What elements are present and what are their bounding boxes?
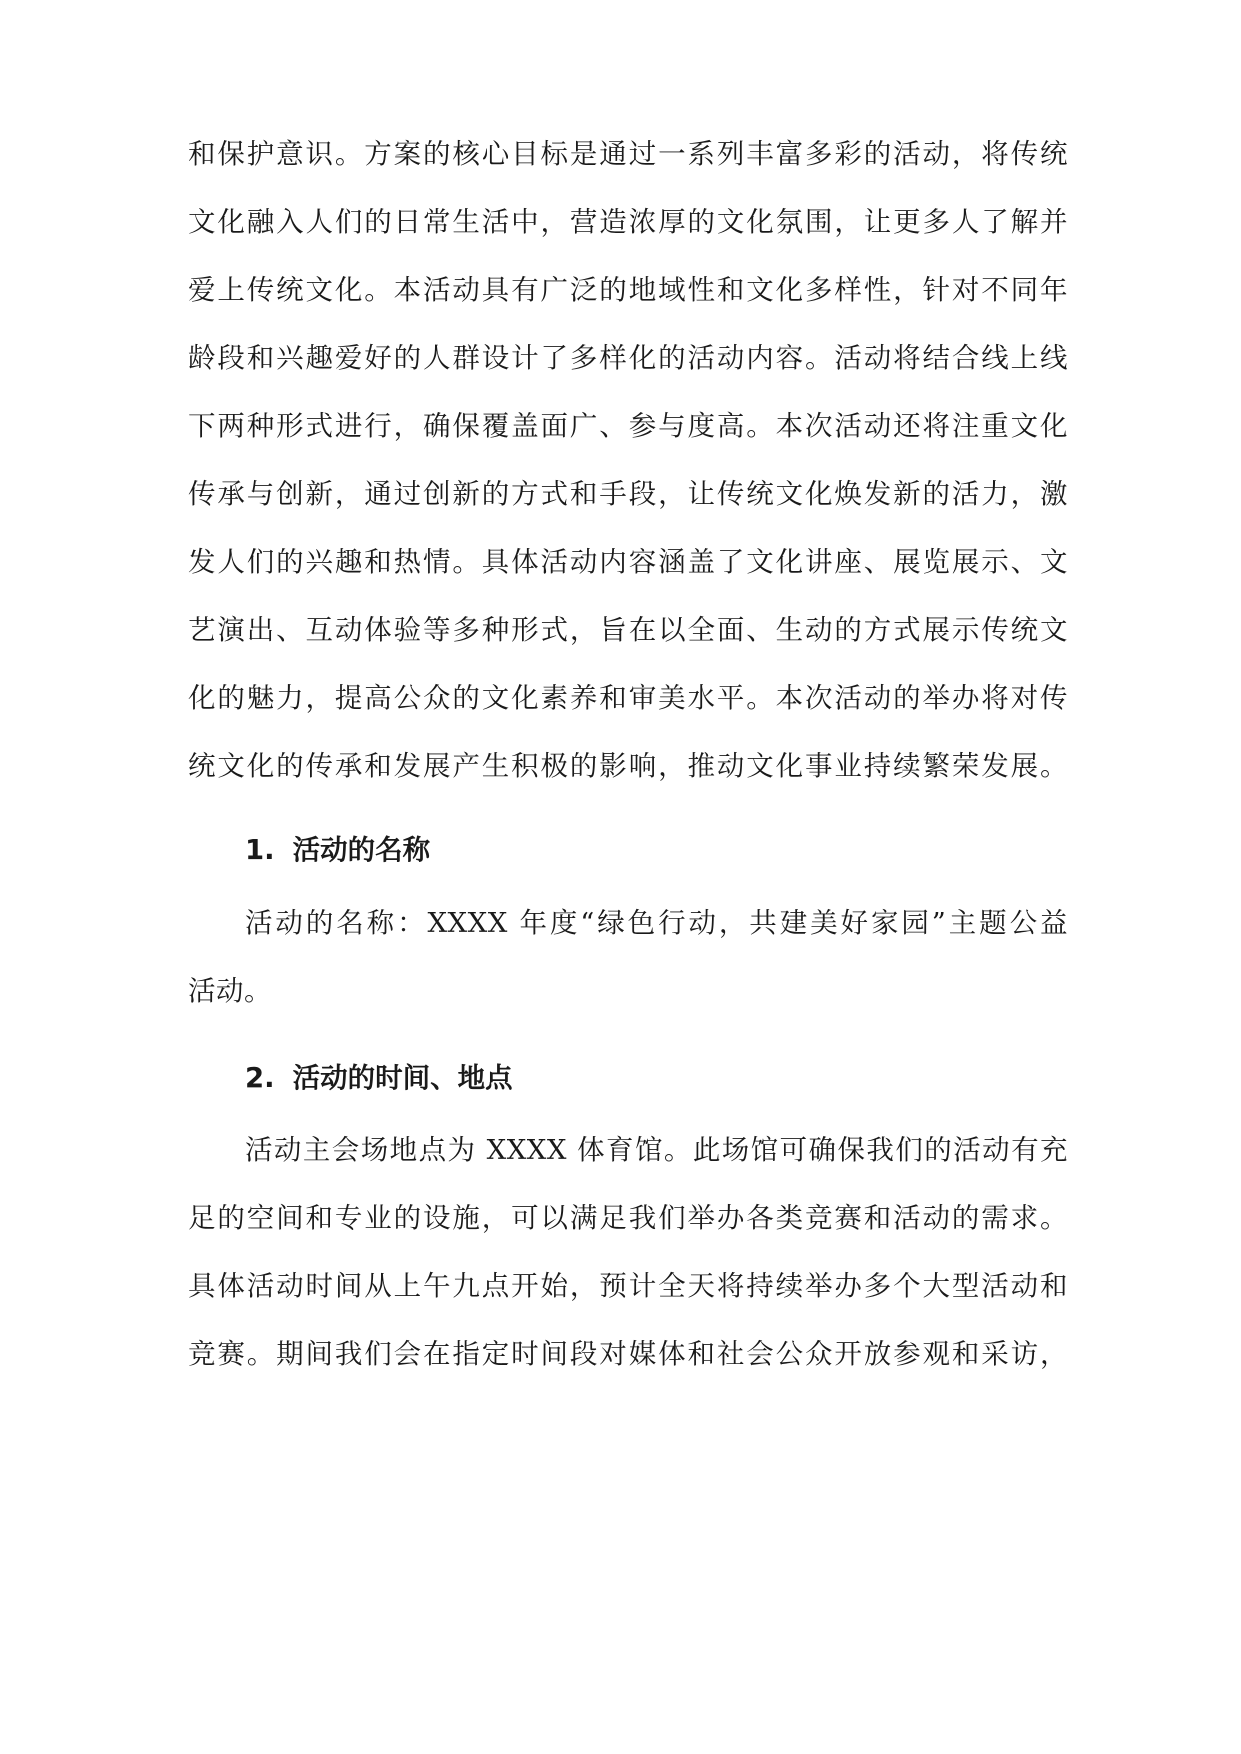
paragraph-line: 统文化的传承和发展产生积极的影响，推动文化事业持续繁荣发展。	[188, 750, 1068, 782]
paragraph-line: 传承与创新，通过创新的方式和手段，让传统文化焕发新的活力，激	[188, 478, 1068, 510]
paragraph-line: 下两种形式进行，确保覆盖面广、参与度高。本次活动还将注重文化	[188, 410, 1068, 442]
paragraph-line: 发人们的兴趣和热情。具体活动内容涵盖了文化讲座、展览展示、文	[188, 546, 1068, 578]
section-heading-1	[245, 830, 430, 870]
paragraph-line: 竞赛。期间我们会在指定时间段对媒体和社会公众开放参观和采访，	[188, 1338, 1068, 1370]
paragraph-line: 文化融入人们的日常生活中，营造浓厚的文化氛围，让更多人了解并	[188, 206, 1068, 238]
paragraph-line: 爱上传统文化。本活动具有广泛的地域性和文化多样性，针对不同年	[188, 274, 1068, 306]
paragraph-line: 和保护意识。方案的核心目标是通过一系列丰富多彩的活动，将传统	[188, 138, 1068, 170]
section-title: 活动的时间、地点	[292, 1062, 513, 1094]
paragraph-line: 龄段和兴趣爱好的人群设计了多样化的活动内容。活动将结合线上线	[188, 342, 1068, 374]
section-title: 活动的名称	[292, 834, 431, 866]
paragraph-line: 活动。	[188, 975, 272, 1007]
paragraph-line: 活动主会场地点为 XXXX 体育馆。此场馆可确保我们的活动有充	[245, 1134, 1068, 1166]
paragraph-line: 具体活动时间从上午九点开始，预计全天将持续举办多个大型活动和	[188, 1270, 1068, 1302]
section-number: 1.	[245, 834, 275, 866]
paragraph-line: 化的魅力，提高公众的文化素养和审美水平。本次活动的举办将对传	[188, 682, 1068, 714]
section-heading-2	[245, 1058, 513, 1098]
paragraph-line: 足的空间和专业的设施，可以满足我们举办各类竞赛和活动的需求。	[188, 1202, 1068, 1234]
paragraph-line: 艺演出、互动体验等多种形式，旨在以全面、生动的方式展示传统文	[188, 614, 1068, 646]
paragraph-line: 活动的名称：XXXX 年度“绿色行动，共建美好家园”主题公益	[245, 907, 1068, 939]
section-number: 2.	[245, 1062, 275, 1094]
